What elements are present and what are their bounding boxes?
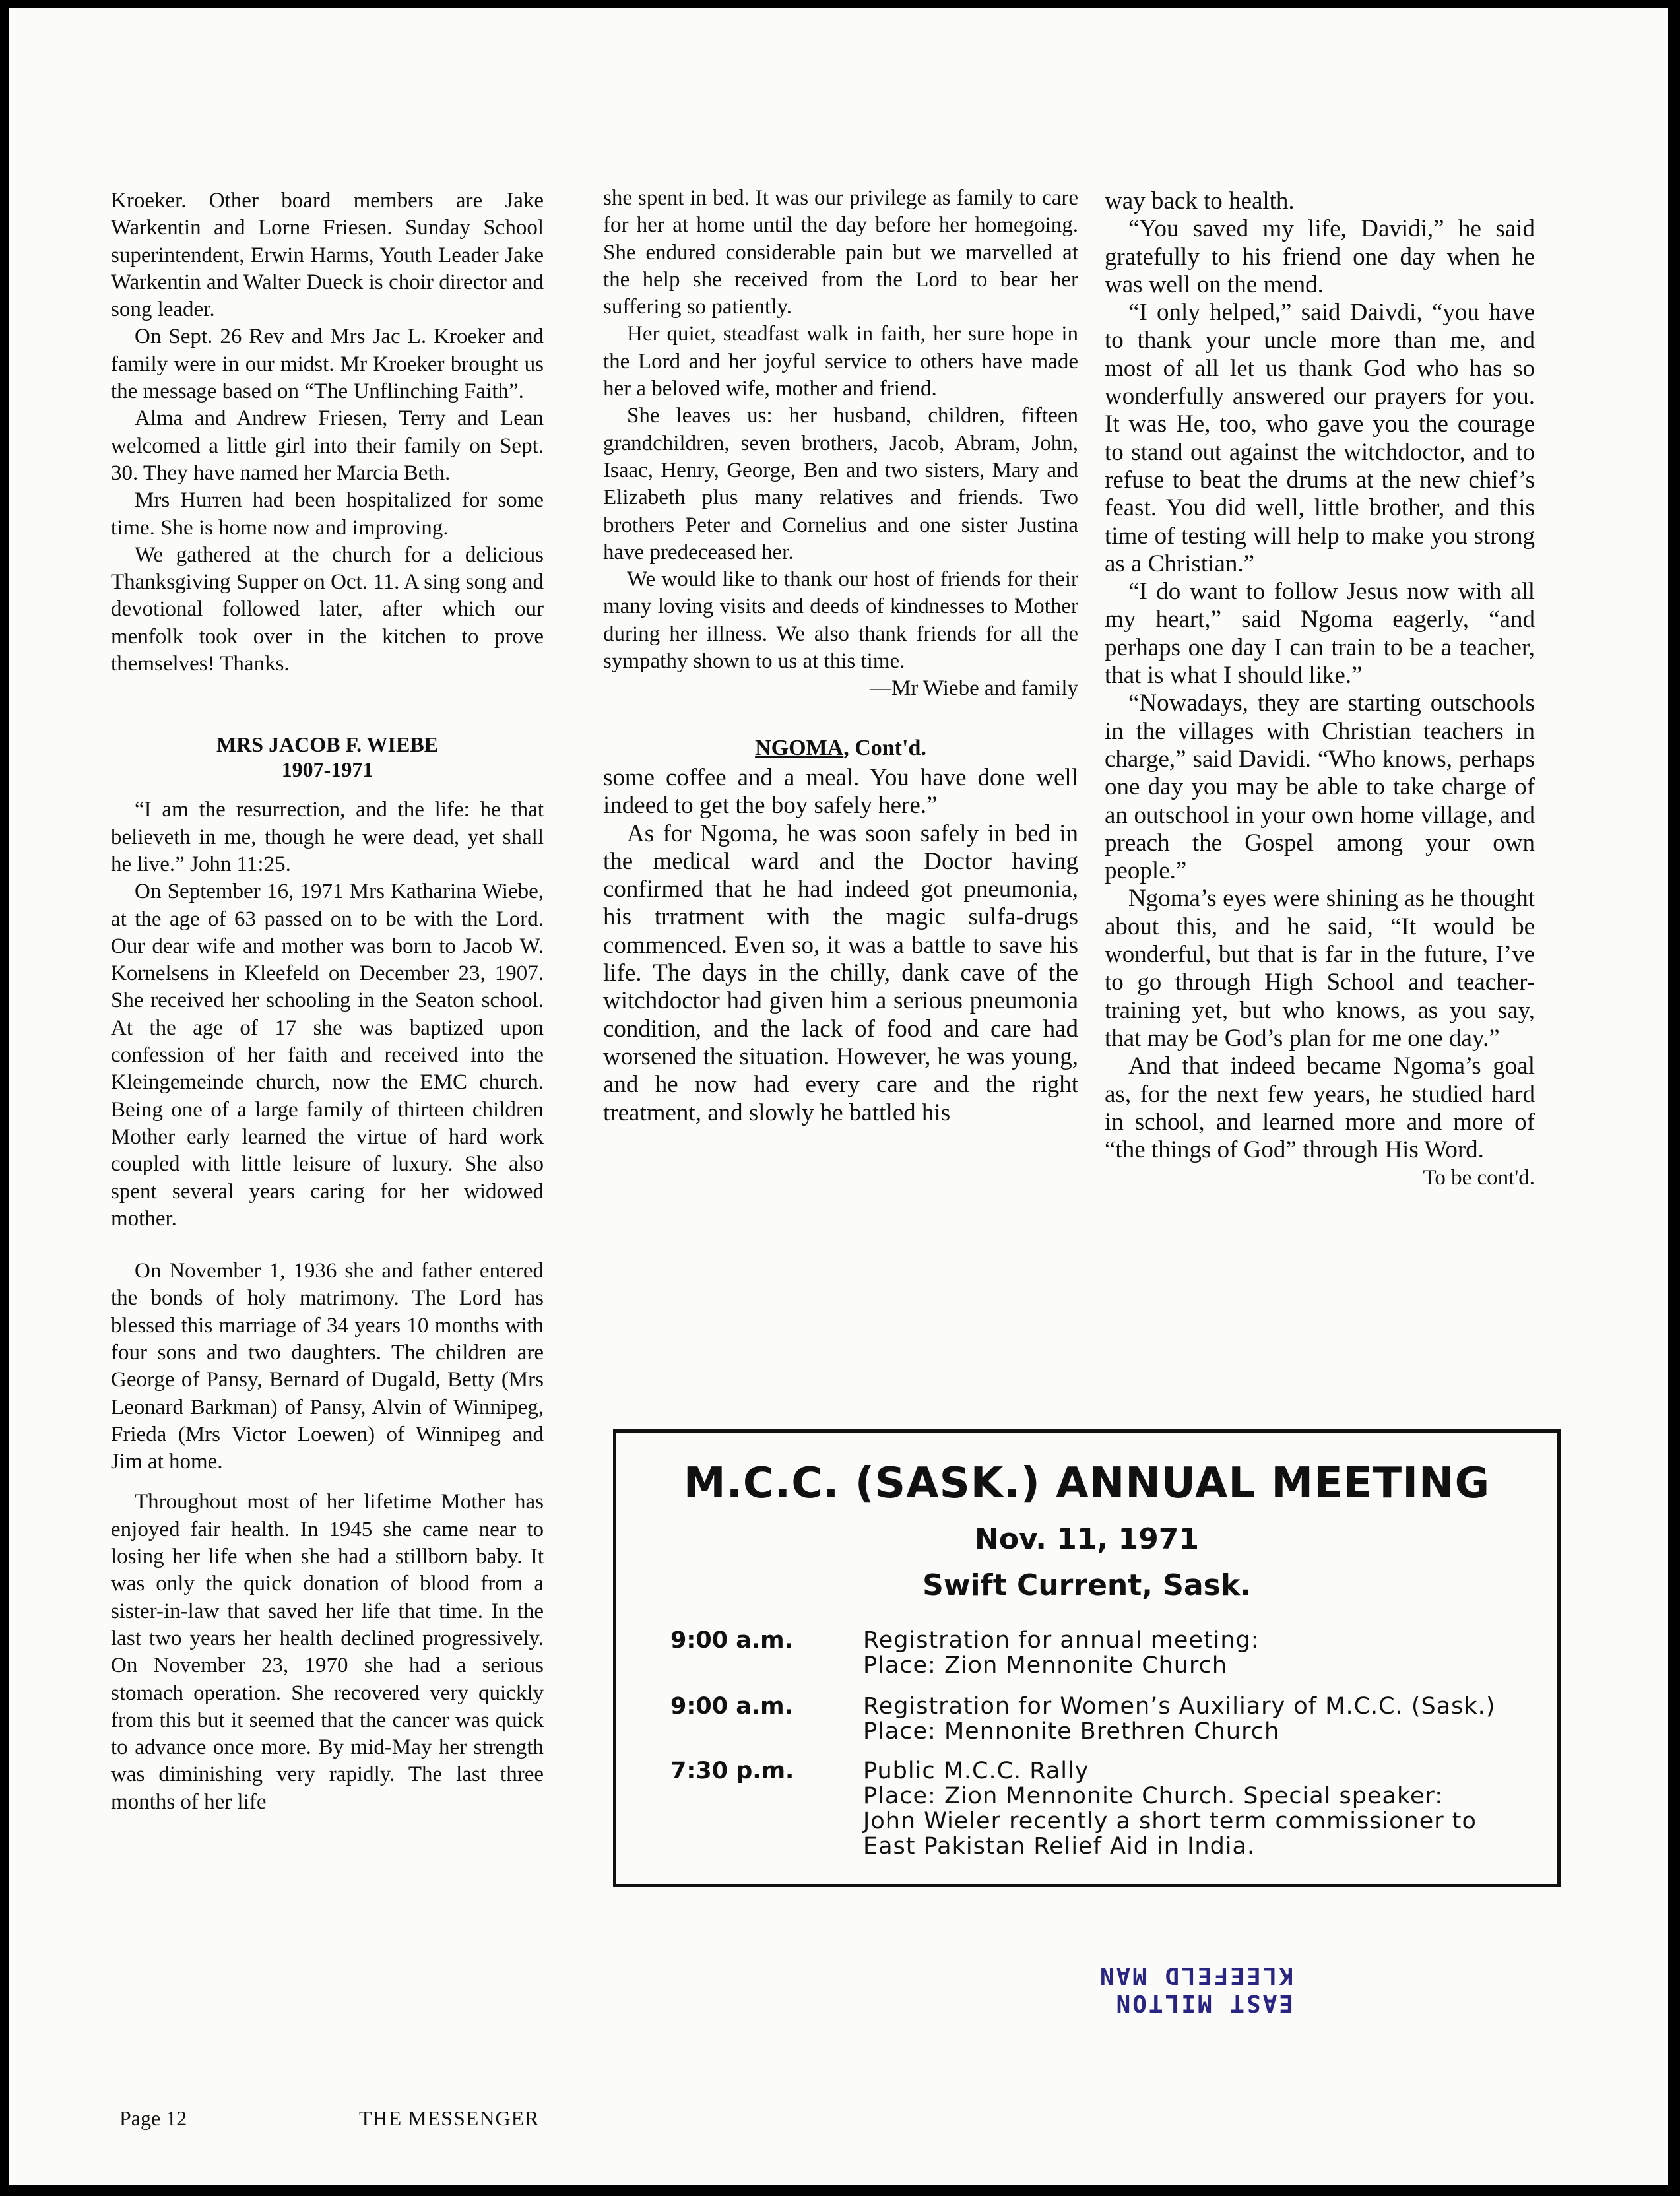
schedule-line: Place: Zion Mennonite Church. Special speaker: <box>863 1783 1444 1809</box>
announcement-place: Swift Current, Sask. <box>922 1568 1251 1602</box>
stamp-line: EAST MILTON <box>1114 1989 1293 2017</box>
paragraph: way back to health. <box>1105 187 1295 214</box>
paragraph: she spent in bed. It was our privilege as family to care for her at home until the day before her homegoing. She endured considerable pain but we marvelled at the help she received from the Lord to bear her suffering so patiently. <box>603 186 1078 319</box>
schedule-time: 7:30 p.m. <box>670 1758 794 1784</box>
schedule-line: Registration for annual meeting: <box>863 1627 1260 1654</box>
stamp-line: KLEEFELD MAN <box>1097 1962 1293 1989</box>
paragraph: On November 1, 1936 she and father entered the bonds of holy matrimony. The Lord has blessed this marriage of 34 years 10 months with four sons and two daughters. The children are George of Pansy, Bernard of Dugald, Betty (Mrs Leonard Barkman) of Pansy, Alvin of Winnipeg, Frieda (Mrs Victor Loewen) of Winnipeg and Jim at home. <box>111 1259 544 1474</box>
mcc-meeting-announcement <box>613 1429 1561 1887</box>
schedule-details <box>863 1694 1523 1744</box>
paragraph: “You saved my life, Davidi,” he said gratefully to his friend one day when he was well on the mend. <box>1105 215 1535 298</box>
paragraph: Throughout most of her lifetime Mother has enjoyed fair health. In 1945 she came near to losing her life when she had a stillborn baby. It was only the quick donation of blood from a sister-in-law that saved her life that time. In the last two years her health declined progressively. On November 23, 1970 she had a serious stomach operation. She recovered very quickly from this but it seemed that the cancer was quick to advance once more. By mid-May her strength was diminishing very rapidly. The last three months of her life <box>111 1490 544 1814</box>
paragraph: Kroeker. Other board members are Jake Warkentin and Lorne Friesen. Sunday School superintendent, Erwin Harms, Youth Leader Jake Warkentin and Walter Dueck is choir director and song leader. <box>111 189 544 322</box>
schedule-line: Place: Zion Mennonite Church <box>863 1652 1228 1679</box>
paragraph: Mrs Hurren had been hospitalized for some time. She is home now and improving. <box>111 488 544 540</box>
paragraph: As for Ngoma, he was soon safely in bed in the medical ward and the Doctor having confirmed that he had indeed got pneumonia, his trratment with the magic sulfa-drugs commenced. Even so, it was a battle to save his life. The days in the chilly, dank cave of the witchdoctor had given him a serious pneumonia condition, and the lack of food and care had worsened the situation. However, he was young, and he now had every care and the right treatment, and slowly he battled his <box>603 820 1078 1126</box>
paragraph: Alma and Andrew Friesen, Terry and Lean welcomed a little girl into their family on Sept. 30. They have named her Marcia Beth. <box>111 406 544 485</box>
ngoma-title: NGOMA <box>755 735 844 760</box>
announcement-title: M.C.C. (SASK.) ANNUAL MEETING <box>683 1459 1491 1508</box>
schedule-line: John Wieler recently a short term commissioner to <box>863 1808 1477 1834</box>
paragraph: some coffee and a meal. You have done well indeed to get the boy safely here.” <box>603 763 1078 820</box>
paragraph: On September 16, 1971 Mrs Katharina Wiebe, at the age of 63 passed on to be with the Lord. Our dear wife and mother was born to Jacob W. Kornelsens in Kleefeld on December 23, 1907. She received her schooling in the Seaton school. At the age of 17 she was baptized upon confession of her faith and received into the Kleingemeinde church, now the EMC church. Being one of a large family of thirteen children Mother early learned the virtue of hard work coupled with little leisure of luxury. She also spent several years caring for her widowed mother. <box>111 880 544 1231</box>
continued-note: To be cont'd. <box>1423 1166 1535 1190</box>
column-3 <box>1105 187 1535 1192</box>
ngoma-heading <box>603 734 1078 761</box>
obituary-signature: —Mr Wiebe and family <box>869 676 1078 701</box>
schedule-time: 9:00 a.m. <box>670 1627 793 1654</box>
paragraph: “Nowadays, they are starting outschools in the villages with Christian teachers in charge,” said Davidi. “Who knows, perhaps one day you may be able to take charge of an outschool in your own home village, and preach the Gospel among your own people.” <box>1105 690 1535 885</box>
newsletter-page <box>9 8 1668 2185</box>
paragraph: We gathered at the church for a delicious Thanksgiving Supper on Oct. 11. A sing song and devotional followed later, after which our menfolk took over in the kitchen to prove themselves! Thanks. <box>111 542 544 676</box>
schedule-line: East Pakistan Relief Aid in India. <box>863 1833 1256 1859</box>
schedule-time: 9:00 a.m. <box>670 1693 793 1720</box>
column-1 <box>111 187 544 1816</box>
paragraph: Ngoma’s eyes were shining as he thought about this, and he said, “It would be wonderful, but that is far in the future, I’ve to go through High School and teacher-training yet, but who knows, as you say, that may be God’s plan for me one day.” <box>1105 885 1535 1052</box>
mailing-stamp <box>1029 1961 1293 2017</box>
paragraph: And that indeed became Ngoma’s goal as, for the next few years, he studied hard in school, and learned more and more of “the things of God” through His Word. <box>1105 1052 1535 1164</box>
paragraph: Her quiet, steadfast walk in faith, her sure hope in the Lord and her joyful service to others have made her a beloved wife, mother and friend. <box>603 322 1078 401</box>
schedule-line: Place: Mennonite Brethren Church <box>863 1718 1280 1745</box>
obituary-years: 1907-1971 <box>281 758 373 782</box>
schedule-details <box>863 1759 1523 1859</box>
paragraph: “I only helped,” said Daivdi, “you have to thank your uncle more than me, and most of all let us thank God who has so wonderfully answered our prayers for you. It was He, too, who gave you the courage to stand out against the witchdoctor, and to refuse to beat the drums at the new chief’s feast. You did well, little brother, and this time of testing will help to make you strong as a Christian.” <box>1105 299 1535 577</box>
announcement-date: Nov. 11, 1971 <box>975 1522 1199 1556</box>
schedule-line: Public M.C.C. Rally <box>863 1758 1089 1784</box>
paragraph: “I do want to follow Jesus now with all my heart,” said Ngoma eagerly, “and perhaps one day I can train to be a teacher, that is what I should like.” <box>1105 578 1535 690</box>
page-number: Page 12 <box>119 2106 187 2130</box>
schedule-line: Registration for Women’s Auxiliary of M.C.C. (Sask.) <box>863 1693 1496 1720</box>
paragraph: We would like to thank our host of friends for their many loving visits and deeds of kindnesses to Mother during her illness. We also thank friends for all the sympathy shown to us at this time. <box>603 567 1078 674</box>
obituary-title: MRS JACOB F. WIEBE <box>216 732 439 757</box>
paragraph: On Sept. 26 Rev and Mrs Jac L. Kroeker and family were in our midst. Mr Kroeker brought us the message based on “The Unflinching Faith”. <box>111 325 544 404</box>
paragraph: She leaves us: her husband, children, fifteen grandchildren, seven brothers, Jacob, Abram, John, Isaac, Henry, George, Ben and two sisters, Mary and Elizabeth plus many relatives and friends. Two brothers Peter and Cornelius and one sister Justina have predeceased her. <box>603 404 1078 564</box>
scripture-quote: “I am the resurrection, and the life: he that believeth in me, though he were dead, yet shall he live.” John 11:25. <box>111 798 544 876</box>
column-2 <box>603 185 1078 1127</box>
publication-name: THE MESSENGER <box>359 2106 540 2130</box>
ngoma-title-suffix: , Cont'd. <box>843 735 926 760</box>
schedule-details <box>863 1628 1523 1678</box>
